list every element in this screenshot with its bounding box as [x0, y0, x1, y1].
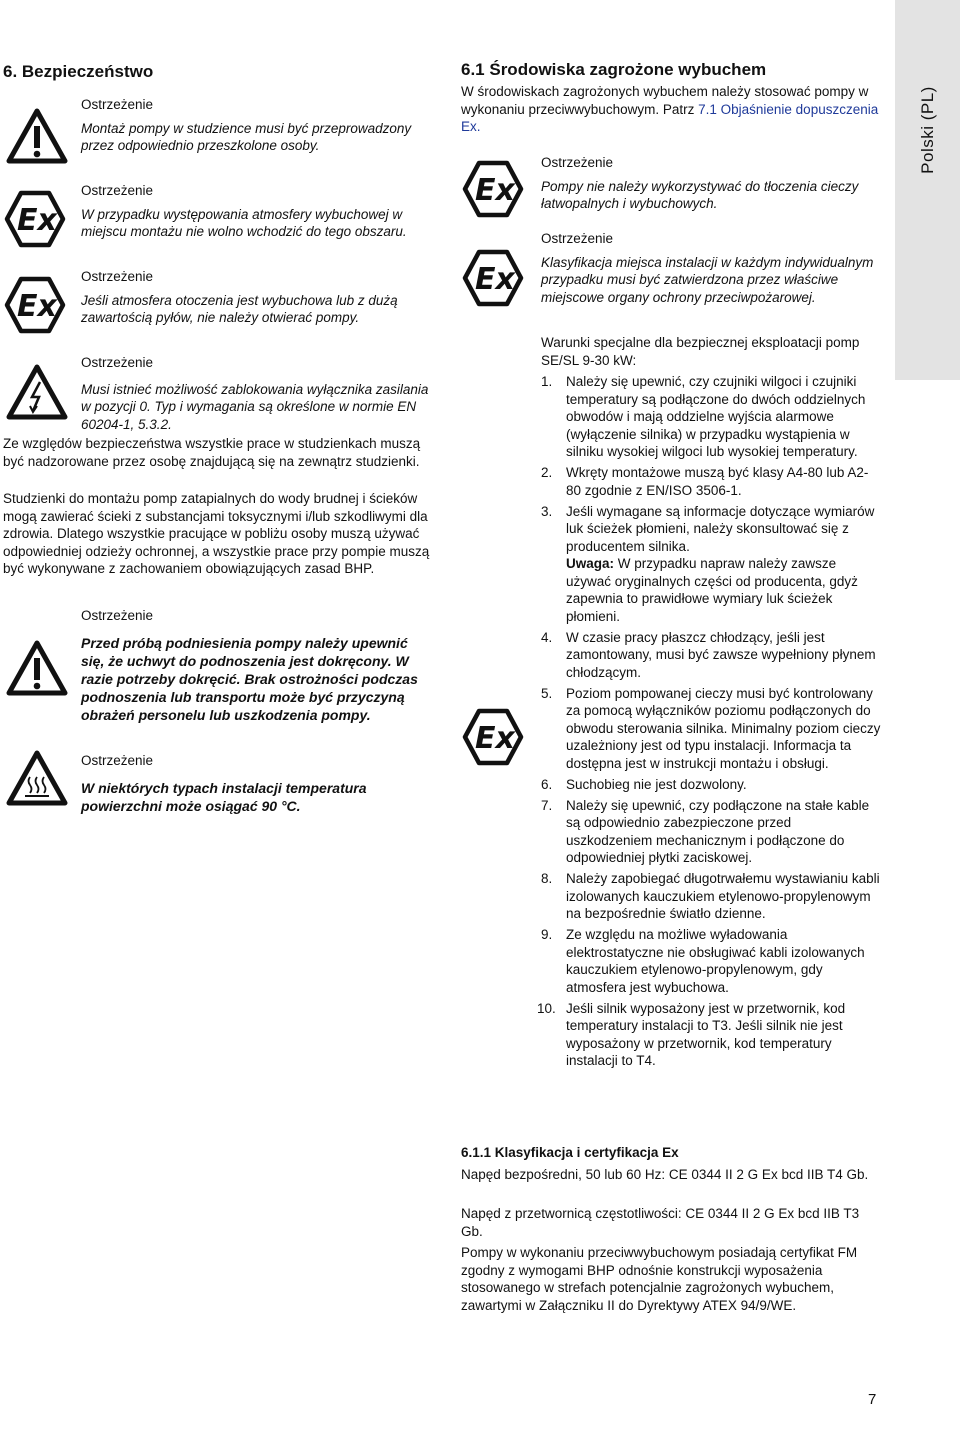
list-item: 4. W czasie pracy płaszcz chłodzący, jeśli jest zamontowany, musi być zawsze wypełniony płynem chłodzącym. — [541, 629, 876, 680]
warning-block-lifting — [81, 607, 431, 724]
language-label: Polski (PL) — [917, 86, 937, 174]
ex-icon — [4, 276, 66, 334]
warning-label: Ostrzeżenie — [541, 231, 614, 246]
electric-hazard-icon — [6, 364, 68, 420]
svg-text:Ex: Ex — [17, 289, 57, 324]
section-title: 6. Bezpieczeństwo — [3, 62, 154, 81]
cross-reference-link[interactable]: 7.1 Objaśnienie dopuszczenia Ex. — [461, 101, 879, 134]
body-paragraph: Studzienki do montażu pomp zatapialnych do wody brudnej i ścieków mogą zawierać ścieki z substancjami toksycznymi i/lub szkodliwymi dla zdrowia. Dlatego wszystkie pracujące w pobliżu osoby muszą używać odpowiedniej odzieży ochronnej, a wszystkie prace przy pompie muszą być wykonywane z zachowaniem obowiązujących zasad BHP. — [3, 491, 430, 576]
ex-icon — [462, 708, 524, 766]
intro-paragraph — [461, 83, 886, 136]
warning-block-classification — [541, 230, 881, 306]
warning-block-dust — [81, 268, 431, 327]
subsection-heading: 6.1.1 Klasyfikacja i certyfikacja Ex — [461, 1145, 679, 1160]
warning-text: W niektórych typach instalacji temperatura powierzchni może osiągać 90 °C. — [81, 779, 367, 814]
list-item: 6. Suchobieg nie jest dozwolony. — [541, 776, 747, 792]
warning-text: W przypadku występowania atmosfery wybuchowej w miejscu montażu nie wolno wchodzić do tego obszaru. — [81, 206, 407, 239]
warning-text: Jeśli atmosfera otoczenia jest wybuchowa lub z dużą zawartością pyłów, nie należy otwierać pompy. — [81, 292, 398, 325]
certification-text: Napęd z przetwornicą częstotliwości: CE 0344 II 2 G Ex bcd IIB T3 Gb. — [461, 1206, 860, 1239]
warning-label: Ostrzeżenie — [81, 97, 154, 112]
conditions-intro: Warunki specjalne dla bezpiecznej eksploatacji pomp SE/SL 9-30 kW: — [541, 335, 860, 368]
body-paragraph: Ze względów bezpieczeństwa wszystkie prace w studzienkach muszą być nadzorowane przez osobę znajdującą się na zewnątrz studzienki. — [3, 436, 421, 469]
list-item: 8. Należy zapobiegać długotrwałemu wystawianiu kabli izolowanych kauczukiem etylenowo-propylenowym na bezpośrednie światło dzienne. — [541, 871, 880, 921]
hot-surface-icon — [6, 750, 68, 806]
list-item: 10. Jeśli silnik wyposażony jest w przetwornik, kod temperatury instalacji to T3. Jeśli silnik nie jest wyposażony w przetwornik, kod temperatury instalacji to T4. — [537, 1000, 846, 1068]
subsection-title: 6.1 Środowiska zagrożone wybuchem — [461, 60, 767, 79]
warning-label: Ostrzeżenie — [541, 155, 614, 170]
ex-icon — [4, 190, 66, 248]
intro-text: W środowiskach zagrożonych wybuchem należy stosować pompy w wykonaniu przeciwwybuchowym. Patrz — [461, 84, 869, 117]
page-number: 7 — [868, 1391, 877, 1408]
svg-text:Ex: Ex — [17, 203, 57, 238]
warning-block-atmosphere — [81, 182, 431, 241]
svg-text:Ex: Ex — [475, 262, 515, 297]
svg-text:Ex: Ex — [475, 721, 515, 756]
warning-label: Ostrzeżenie — [81, 608, 154, 623]
warning-text: Musi istnieć możliwość zablokowania wyłącznika zasilania w pozycji 0. Typ i wymagania są określone w normie EN 60204-1, 5.3.2. — [81, 381, 429, 432]
warning-block-temperature — [81, 752, 431, 815]
warning-text: Przed próbą podniesienia pompy należy upewnić się, że uchwyt do podnoszenia jest dokręcony. W razie potrzeby dokręcić. Brak ostrożności podczas podnoszenia lub transportu może być przyczyną obrażeń personelu lub uszkodzenia pompy. — [81, 634, 418, 723]
warning-label: Ostrzeżenie — [81, 355, 154, 370]
certification-text: Napęd bezpośredni, 50 lub 60 Hz: CE 0344 II 2 G Ex bcd IIB T4 Gb. — [461, 1167, 869, 1182]
certification-text: Pompy w wykonaniu przeciwwybuchowym posiadają certyfikat FM zgodny z wymogami BHP odnośnie konstrukcji wyposażenia stosowanego w strefach potencjalnie zagrożonych wybuchem, zawartymi w Załączniku II do Dyrektywy ATEX 94/9/WE. — [461, 1245, 858, 1313]
list-item: 9. Ze względu na możliwe wyładowania elektrostatyczne nie obsługiwać kabli izolowanych kauczukiem etylenowo-propylenowym, gdy atmosfera jest wybuchowa. — [541, 927, 865, 995]
warning-label: Ostrzeżenie — [81, 183, 154, 198]
conditions-list — [537, 373, 881, 1073]
warning-block-installation — [81, 96, 431, 155]
list-item: 7. Należy się upewnić, czy podłączone na stałe kable są odpowiednio zabezpieczone przed uszkodzeniem mechanicznym i podłączone do odpowiedniej płytki zaciskowej. — [541, 797, 870, 865]
ex-icon — [462, 160, 524, 218]
svg-text:Ex: Ex — [475, 173, 515, 208]
warning-block-switch — [81, 354, 436, 433]
warning-label: Ostrzeżenie — [81, 269, 154, 284]
language-tab — [895, 0, 960, 380]
list-item: 1. Należy się upewnić, czy czujniki wilgoci i czujniki temperatury są podłączone do dwóch oddzielnych obwodów i mają oddzielne wyjścia alarmowe (wyłączenie silnika) w przypadku wystąpienia w silniku wysokiej wilgoci lub wysokiej temperatury. — [541, 374, 866, 459]
list-item: 2. Wkręty montażowe muszą być klasy A4-80 lub A2-80 zgodnie z EN/ISO 3506-1. — [541, 465, 869, 498]
note-label: Uwaga: — [566, 556, 615, 571]
warning-triangle-icon — [6, 108, 68, 164]
warning-label: Ostrzeżenie — [81, 753, 154, 768]
warning-text: Klasyfikacja miejsca instalacji w każdym indywidualnym przypadku musi być zatwierdzona przez właściwe miejscowe organy ochrony przeciwpożarowej. — [541, 254, 874, 305]
list-item: 3. Jeśli wymagane są informacje dotyczące wymiarów luk ścieżek płomieni, należy skonsultować się z producentem silnika. Uwaga: W przypadku napraw należy zawsze używać oryginalnych części od producenta, gdyż zapewnia to prawidłowe wymiary luk ścieżek płomieni. — [541, 503, 875, 624]
ex-icon — [462, 249, 524, 307]
warning-text: Pompy nie należy wykorzystywać do tłoczenia cieczy łatwopalnych i wybuchowych. — [541, 178, 859, 211]
warning-triangle-icon — [6, 640, 68, 696]
warning-block-flammable — [541, 154, 881, 213]
list-item: 5. Poziom pompowanej cieczy musi być kontrolowany za pomocą wyłączników poziomu podłączonych do obwodu sterowania silnika. Minimalny poziom cieczy uzależniony jest od typu instalacji. Informacja ta dostępna jest w instrukcji montażu i obsługi. — [541, 685, 881, 771]
warning-text: Montaż pompy w studzience musi być przeprowadzony przez odpowiednio przeszkolone osoby. — [81, 120, 412, 153]
